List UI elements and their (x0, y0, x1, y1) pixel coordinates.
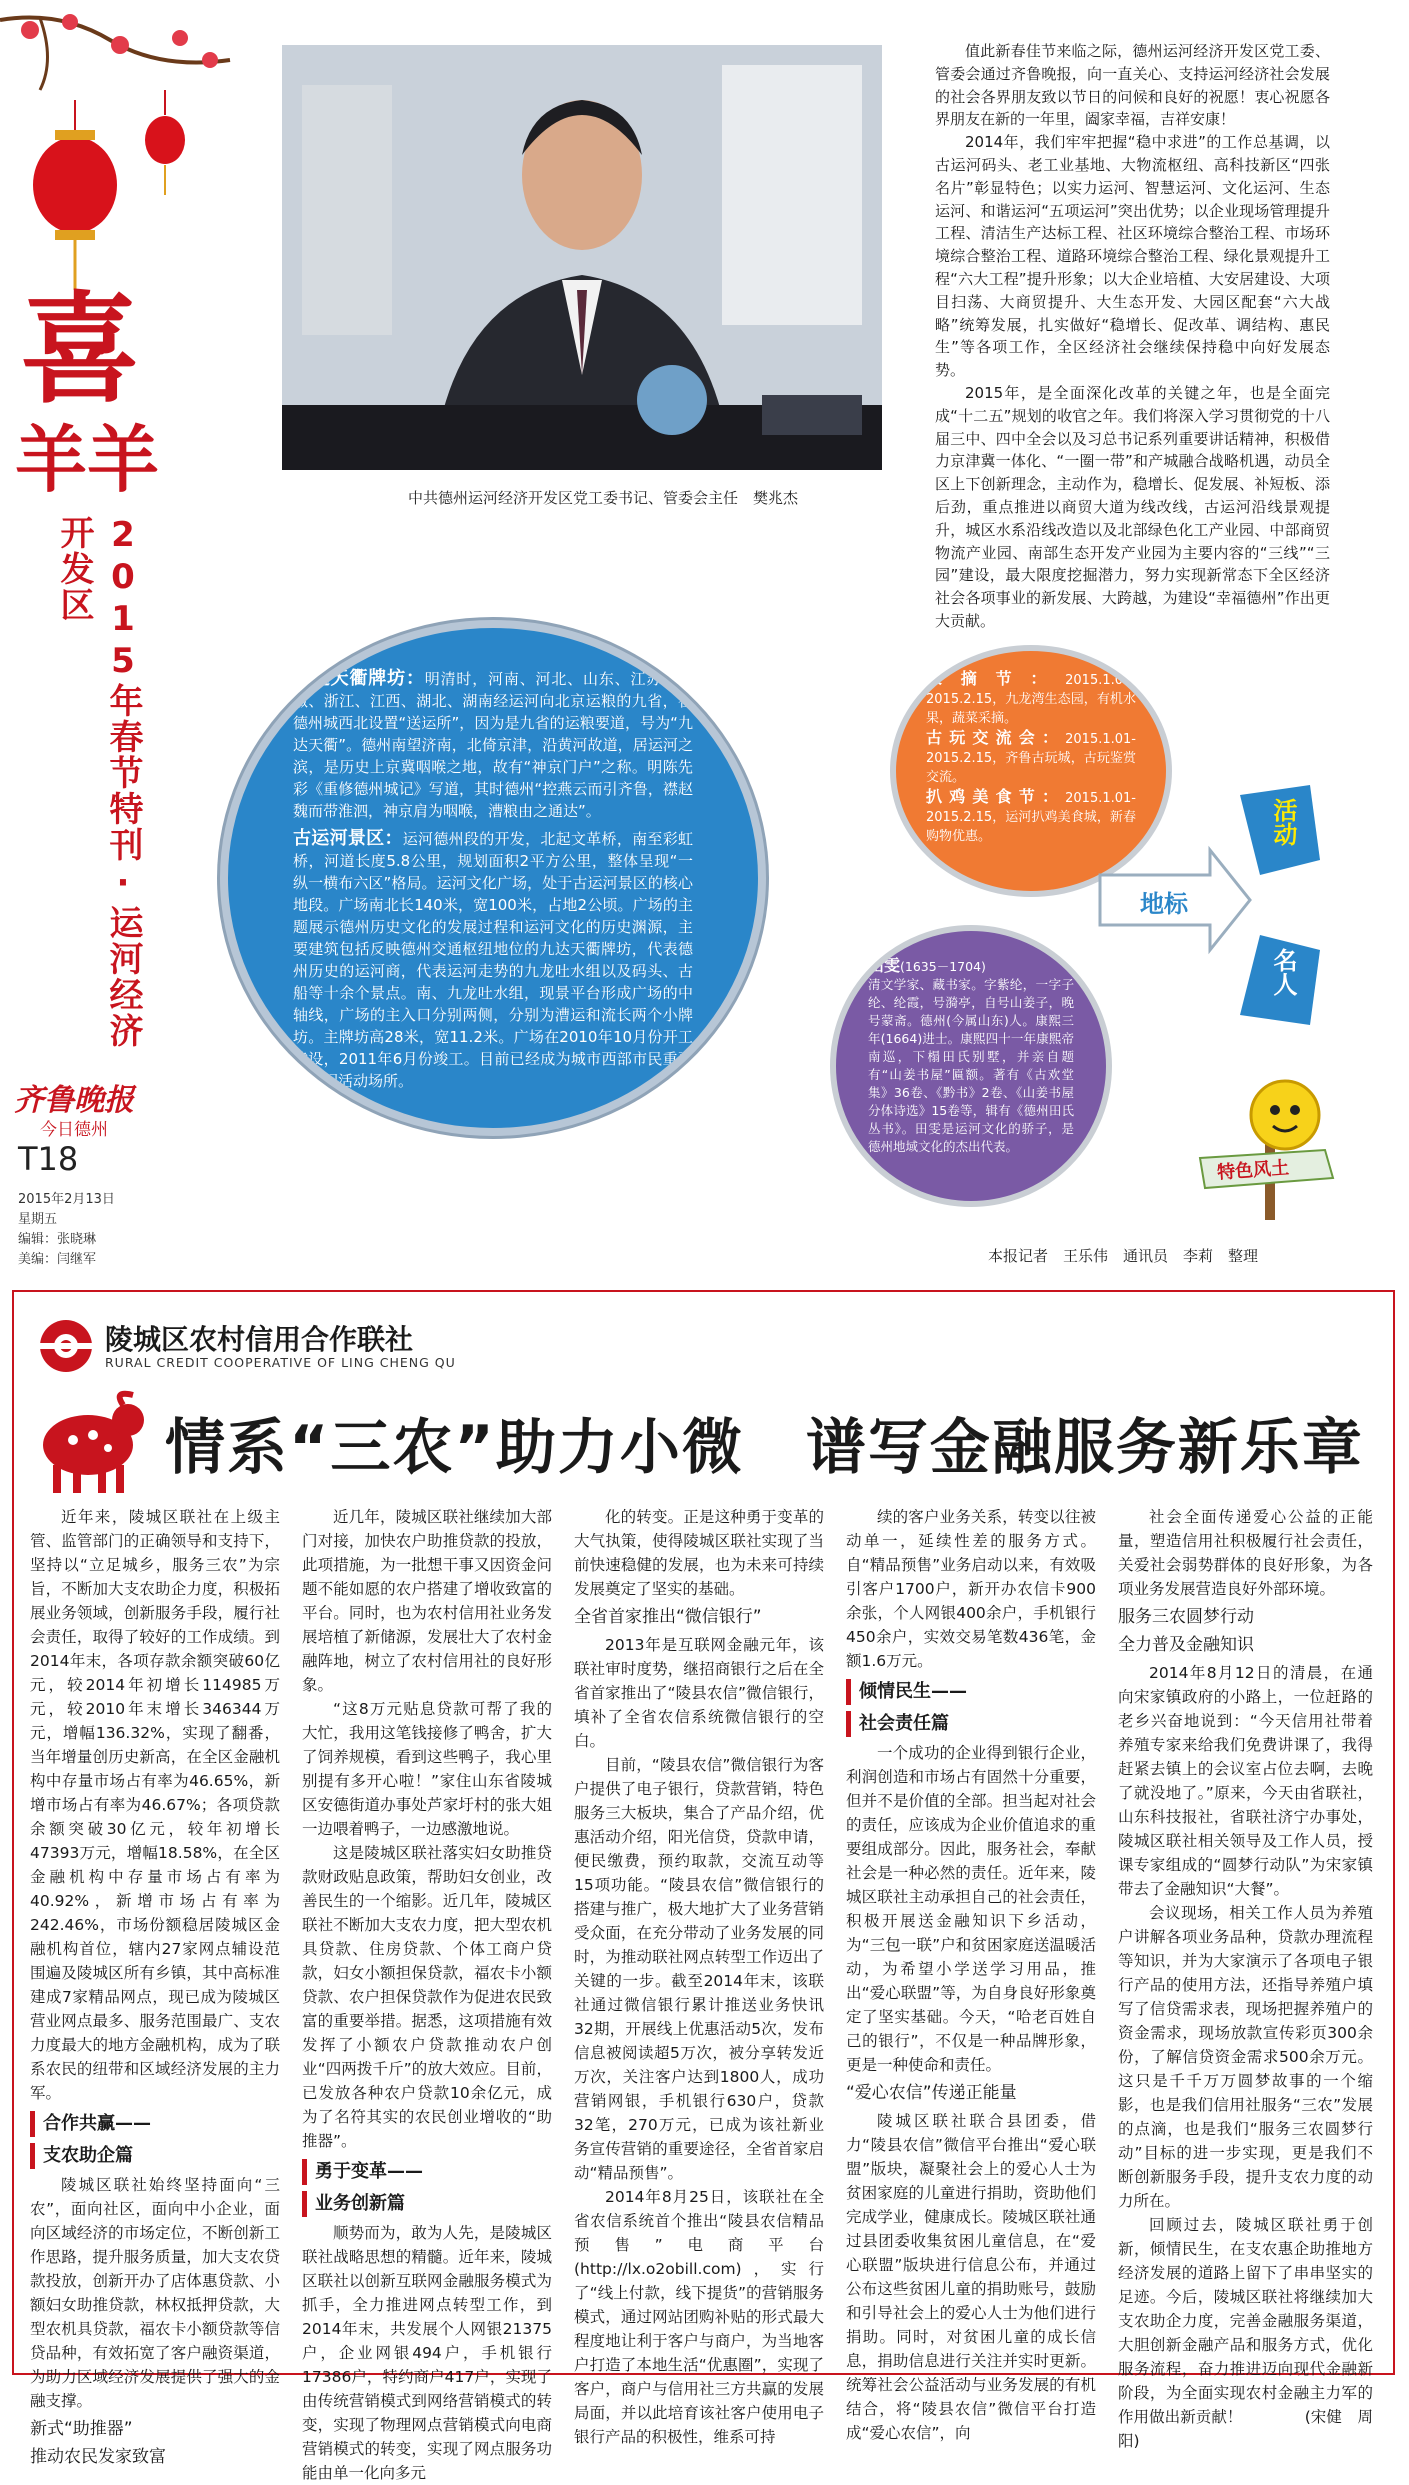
bank-name-cn: 陵城区农村信用合作联社 (105, 1323, 414, 1356)
orange-item: 古玩交流会：2015.1.01-2015.2.15，齐鲁古玩城，古玩鉴赏交流。 (926, 728, 1136, 785)
official-photo (282, 45, 882, 470)
ad-column-3 (574, 1505, 824, 2449)
intro-paragraph: 值此新春佳节来临之际，德州运河经济开发区党工委、管委会通过齐鲁晚报，向一直关心、支持运河经济社会发展的社会各界朋友致以节日的问候和良好的祝愿！衷心祝愿各界朋友在新的一年里，阖家幸福，吉祥安康！ (935, 42, 1330, 129)
article-paragraph: 目前，“陵县农信”微信银行为客户提供了电子银行，贷款营销，特色服务三大板块，集合了产品介绍，优惠活动介绍，阳光信贷，贷款申请，便民缴费，预约取款，交流互动等15项功能。“陵县农信”微信银行的搭建与推广，极大地扩大了业务营销受众面，在充分带动了业务发展的同时，为推动联社网点转型工作迈出了关键的一步。截至2014年末，该联社通过微信银行累计推送业务快讯32期，开展线上优惠活动5次，发布信息被阅读超5万次，被分享转发近万次，关注客户达到1800人，成功营销网银，手机银行630户，贷款32笔，270万元，已成为该社新业务宣传营销的重要途径，全省首家启动“精品预售”。 (574, 1756, 824, 2182)
jiuda-title: 九达天衢牌坊： (293, 668, 425, 689)
page-number: T18 (18, 1140, 79, 1178)
bank-logo-icon (38, 1318, 94, 1374)
article-paragraph: 2013年是互联网金融元年，该联社审时度势，继招商银行之后在全省首家推出了“陵县农信”微信银行，填补了全省农信系统微信银行的空白。 (574, 1636, 824, 1750)
intro-text (935, 40, 1330, 633)
edition-name: 今日德州 (40, 1120, 108, 1140)
arrow-graphic (1090, 780, 1345, 1040)
signboard-icon (1195, 1070, 1345, 1220)
goat-papercut-icon (28, 1390, 148, 1500)
feature-tag: 特色风土 (1216, 1157, 1290, 1184)
section-heading: 业务创新篇 (302, 2191, 552, 2217)
plum-blossom-icon (0, 0, 250, 300)
ad-column-2 (302, 1505, 552, 2485)
issue-date: 2015年2月13日 (18, 1192, 115, 1207)
subheading: 推动农民发家致富 (30, 2447, 166, 2467)
intro-paragraph: 2014年，我们牢牢把握“稳中求进”的工作总基调，以古运河码头、老工业基地、大物流枢纽、高科技新区“四张名片”彰显特色；以实力运河、智慧运河、文化运河、生态运河、和谐运河“五项运河”突出优势；以企业现场管理提升工程、清洁生产达标工程、社区环境综合整治工程、市场环境综合整治工程、道路环境综合整治工程、绿化景观提升工程“六大工程”提升形象；以大企业培植、大安居建设、大项目扫荡、大商贸提升、大生态开发、大园区配套“六大战略”统筹发展，扎实做好“稳增长、促改革、调结构、惠民生”等各项工作，全区经济社会继续保持稳中向好发展态势。 (935, 133, 1330, 380)
subheading: “爱心农信”传递正能量 (846, 2083, 1017, 2103)
section-heading: 合作共赢—— (30, 2111, 280, 2137)
article-paragraph: 化的转变。正是这种勇于变革的大气执策，使得陵城区联社实现了当前快速稳健的发展，也为未来可持续发展奠定了坚实的基础。 (574, 1508, 824, 1598)
purple-heading: 田雯(1635－1704) (868, 956, 986, 975)
article-paragraph: 陵城区联社始终坚持面向“三农”，面向社区，面向中小企业，面向区域经济的市场定位，不断创新工作思路，提升服务质量，加大支农贷款投放，创新开办了店体惠贷款、小额妇女助推贷款，林权抵押贷款，大型农机具贷款，福农卡小额贷款等信贷品种，有效拓宽了客户融资渠道，为助力区域经济发展提供了强大的金融支撑。 (30, 2176, 280, 2410)
intro-paragraph: 2015年，是全面深化改革的关键之年，也是全面完成“十二五”规划的收官之年。我们将深入学习贯彻党的十八届三中、四中全会以及习总书记系列重要讲话精神，积极借力京津冀一体化、“一圈一带”和产城融合战略机遇，动员全区上下创新理念，主动作为，稳增长、促发展、补短板、添后劲，重点推进以商贸大道为线改线，古运河沿线景观提升，城区水系沿线改造以及北部绿色化工产业园、中部商贸物流产业园、南部生态开发产业园为主要内容的“三线”“三园”建设，最大限度挖掘潜力，努力实现新常态下全区经济社会各项事业的新发展、大跨越，为建设“幸福德州”作出更大贡献。 (935, 383, 1330, 630)
bank-name-en: RURAL CREDIT COOPERATIVE OF LING CHENG QU (105, 1355, 456, 1370)
issue-weekday: 星期五 (18, 1212, 58, 1227)
landmark-bubble (220, 620, 766, 1136)
article-paragraph: 一个成功的企业得到银行企业，利润创造和市场占有固然十分重要，但并不是价值的全部。担当起对社会的责任，应该成为企业价值追求的重要组成部分。因此，服务社会，奉献社会是一种必然的责任。近年来，陵城区联社主动承担自己的社会责任，积极开展送金融知识下乡活动，为“三包一联”户和贫困家庭送温暖活动，为希望小学送学习用品，推出“爱心联盟”等，为自身良好形象奠定了坚实基础。今天，“哈老百姓自己的银行”，不仅是一种品牌形象，更是一种使命和责任。 (846, 1744, 1096, 2074)
ad-column-5 (1118, 1505, 1373, 2453)
article-paragraph: “这8万元贴息贷款可帮了我的大忙，我用这笔钱接修了鸭舍，扩大了饲养规模，看到这些鸭子，我心里别提有多开心啦！”家住山东省陵城区安德街道办事处芦家圩村的张大姐一边喂着鸭子，一边感激地说。 (302, 1700, 552, 1838)
article-paragraph: 2014年8月25日，该联社在全省农信系统首个推出“陵县农信精品预售”电商平台(http://lx.o2obill.com)，实行了“线上付款，线下提货”的营销服务模式，通过网站团购补贴的形式最大程度地让利于客户与商户，为当地客户打造了本地生活“优惠圈”，实现了客户，商户与信用社三方共赢的发展局面，并以此培育该社客户使用电子银行产品的积极性，维系可持 (574, 2188, 824, 2446)
article-paragraph: 会议现场，相关工作人员为养殖户讲解各项业务品种，贷款办理流程等知识，并为大家演示了各项电子银行产品的使用方法，还指导养殖户填写了信贷需求表，现场把握养殖户的资金需求，现场放款宣传彩页300余份，了解信贷资金需求500余万元。这只是千千万万圆梦故事的一个缩影，也是我们信用社服务“三农”发展的点滴，也是我们“服务三农圆梦行动”目标的进一步实现，更是我们不断创新服务手段，提升支农力度的动力所在。 (1118, 1904, 1373, 2210)
subheading: 服务三农圆梦行动 (1118, 1607, 1254, 1627)
article-paragraph: 近年来，陵城区联社在上级主管、监管部门的正确领导和支持下，坚持以“立足城乡，服务三农”为宗旨，不断加大支农助企力度，积极拓展业务领域，创新服务手段，履行社会责任，取得了较好的工作成绩。到2014年末，各项存款余额突破60亿元，较2014年初增长114985万元，较2010年末增长346344万元，增幅136.32%，实现了翻番，当年增量创历史新高，在全区金融机构中存量市场占有率为46.65%，新增市场占有率为46.67%；各项贷款余额突破30亿元，较年初增长47393万元，增幅18.58%，在全区金融机构中存量市场占有率为40.92%，新增市场占有率为242.46%，市场份额稳居陵城区金融机构首位，辖内27家网点辅设范围遍及陵城区所有乡镇，其中高标准建成7家精品网点，现已成为陵城区营业网点最多、服务范围最广、支农力度最大的地方金融机构，成为了联系农民的纽带和区域经济发展的主力军。 (30, 1508, 280, 2102)
portrait-icon (282, 45, 882, 470)
gu-title: 古运河景区： (293, 828, 403, 849)
article-paragraph: 顺势而为，敢为人先，是陵城区联社战略思想的精髓。近年来，陵城区联社以创新互联网金融服务模式为抓手，全力推进网点转型工作，到2014年末，共发展个人网银21375户，企业网银494户，手机银行17386户，特约商户417户，实现了由传统营销模式到网络营销模式的转变，实现了物理网点营销模式向电商营销模式的转变，实现了网点服务功能由单一化向多元 (302, 2224, 552, 2482)
orange-item: 采摘节：2015.1.01-2015.2.15，九龙湾生态园，有机水果，蔬菜采摘。 (926, 669, 1136, 726)
section-heading: 支农助企篇 (30, 2143, 280, 2169)
article-paragraph: 回顾过去，陵城区联社勇于创新，倾情民生，在支农惠企助推地方经济发展的道路上留下了串串坚实的足迹。今后，陵城区联社将继续加大支农助企力度，完善金融服务渠道，大胆创新金融产品和服务方式，优化服务流程，奋力推进迈向现代金融新阶段，为全面实现农村金融主力军的作用做出新贡献！ (宋健 周阳) (1118, 2216, 1373, 2450)
article-paragraph: 社会全面传递爱心公益的正能量，塑造信用社积极履行社会责任，关爱社会弱势群体的良好形象，为各项业务发展营造良好外部环境。 (1118, 1508, 1373, 1598)
gu-section (293, 828, 693, 1092)
newspaper-logo: 齐鲁晚报 (14, 1083, 134, 1118)
article-paragraph: 这是陵城区联社落实妇女助推贷款财政贴息政策，帮助妇女创业，改善民生的一个缩影。近几年，陵城区联社不断加大支农力度，把大型农机具贷款、住房贷款、个体工商户贷款，妇女小额担保贷款，福农卡小额贷款、农户担保贷款作为促进农民致富的重要举措。据悉，这项措施有效发挥了小额农户贷款推动农户创业“四两拨千斤”的放大效应。目前，已发放各种农户贷款10余亿元，成为了名符其实的农民创业增收的“助推器”。 (302, 1844, 552, 2150)
arrow-icon (1090, 780, 1345, 1040)
person-label: 名人 (1269, 948, 1297, 996)
article-paragraph: 陵城区联社联合县团委，借力“陵县农信”微信平台推出“爱心联盟”版块，凝聚社会上的爱心人士为贫困家庭的儿童进行捐助，资助他们完成学业，健康成长。陵城区联社通过县团委收集贫困儿童信息，在“爱心联盟”版块进行信息公布，并通过公布这些贫困儿童的捐助账号，鼓励和引导社会上的爱心人士为他们进行捐助。同时，对贫困儿童的成长信息，捐助信息进行关注并实时更新。统筹社会公益活动与业务发展的有机结合，将“陵县农信”微信平台打造成“爱心农信”，向 (846, 2112, 1096, 2442)
designer: 美编：闫继军 (18, 1252, 97, 1267)
masthead-yang: 羊羊 (15, 417, 160, 502)
orange-item: 扒鸡美食节：2015.1.01-2015.2.15，运河扒鸡美食城，新春购物优惠。 (926, 787, 1136, 844)
jiuda-section (293, 668, 693, 822)
feature-sign (1195, 1070, 1345, 1220)
purple-text: 清文学家、藏书家。字紫纶，一字子纶、纶霞，号漪亭，自号山姜子，晚号蒙斋。德州(今属山东)人。康熙三年(1664)进士。康熙四十一年康熙帝南巡，下榻田氏别墅，并亲自题有“山姜书屋”匾额。著有《古欢堂集》36卷、《黔书》2卷、《山姜书屋分体诗选》15卷等，辑有《德州田氏丛书》。田雯是运河文化的骄子，是德州地域文化的杰出代表。 (868, 977, 1074, 1154)
editor: 编辑：张晓琳 (18, 1232, 97, 1247)
byline: 本报记者 王乐伟 通讯员 李莉 整理 (988, 1247, 1259, 1265)
special-issue-title: 2015年春节特刊·运河经济开发区 (54, 515, 143, 1049)
subheading: 全力普及金融知识 (1118, 1635, 1254, 1655)
article-paragraph: 2014年8月12日的清晨，在通向宋家镇政府的小路上，一位赶路的老乡兴奋地说到：“今天信用社带着养殖专家来给我们免费讲课了，我得赶紧去镇上的会议室占位去啊，去晚了就没地了。”原来，今天由省联社，山东科技报社，省联社济宁办事处，陵城区联社相关领导及工作人员，授课专家组成的“圆梦行动队”为宋家镇带去了金融知识“大餐”。 (1118, 1664, 1373, 1898)
masthead-big-char: 喜 (20, 279, 140, 420)
gu-text: 运河德州段的开发，北起文革桥，南至彩虹桥，河道长度5.8公里，规划面积2平方公里，整体呈现“一纵一横布六区”格局。运河文化广场，处于古运河景区的核心地段。广场南北长140米，宽100米，占地2公顷。广场的主题展示德州历史文化的发展过程和运河文化的历史渊源，主要建筑包括反映德州交通枢纽地位的九达天衢牌坊，代表德州历史的运河商，代表运河走势的九龙吐水组以及码头、古船等十余个景点。南、九龙吐水组，现景平台形成广场的中轴线，广场的主入口分别两侧，分别为漕运和流长两个小牌坊。主牌坊高28米，宽11.2米。广场在2010年10月份开工建设，2011年6月份竣工。目前已经成为城市西部市民重要的休闲活动场所。 (293, 830, 693, 1090)
jiuda-text: 明清时，河南、河北、山东、江苏、安徽、浙江、江西、湖北、湖南经运河向北京运粮的九省，在德州城西北设置“送运所”，因为是九省的运粮要道，号为“九达天衢”。德州南望济南，北倚京津，沿黄河故道，居运河之滨，是历史上京冀咽喉之地，故有“神京门户”之称。明陈先彩《重修德州城记》写道，其时德州“控燕云而引齐鲁，襟赵魏而带淮泗，神京肩为咽喉，漕粮由之通达”。 (293, 670, 693, 820)
landmark-label: 地标 (1140, 890, 1188, 918)
section-heading: 勇于变革—— (302, 2159, 552, 2185)
person-bubble (830, 925, 1112, 1207)
lantern-decoration (0, 0, 250, 300)
subheading: 全省首家推出“微信银行” (574, 1607, 762, 1627)
ad-headline: 情系“三农”助力小微 谱写金融服务新乐章 (165, 1413, 1364, 1483)
activity-label: 活动 (1269, 798, 1297, 846)
subheading: 新式“助推器” (30, 2419, 133, 2439)
ad-column-4 (846, 1505, 1096, 2445)
article-paragraph: 近几年，陵城区联社继续加大部门对接，加快农户助推贷款的投放，此项措施，为一批想干事又因资金问题不能如愿的农户搭建了增收致富的平台。同时，也为农村信用社业务发展培植了新储源，发展壮大了农村金融阵地，树立了农村信用社的良好形象。 (302, 1508, 552, 1694)
section-heading: 倾情民生—— (846, 1679, 1096, 1705)
article-paragraph: 续的客户业务关系，转变以往被动单一，延续性差的服务方式。自“精品预售”业务启动以来，有效吸引客户1700户，新开办农信卡900余张，个人网银400余户，手机银行450余户，实效交易笔数436笔，金额1.6万元。 (846, 1508, 1096, 1670)
ad-column-1 (30, 1505, 280, 2473)
issue-meta (18, 1190, 115, 1270)
photo-caption: 中共德州运河经济开发区党工委书记、管委会主任 樊兆杰 (408, 489, 799, 507)
section-heading: 社会责任篇 (846, 1711, 1096, 1737)
